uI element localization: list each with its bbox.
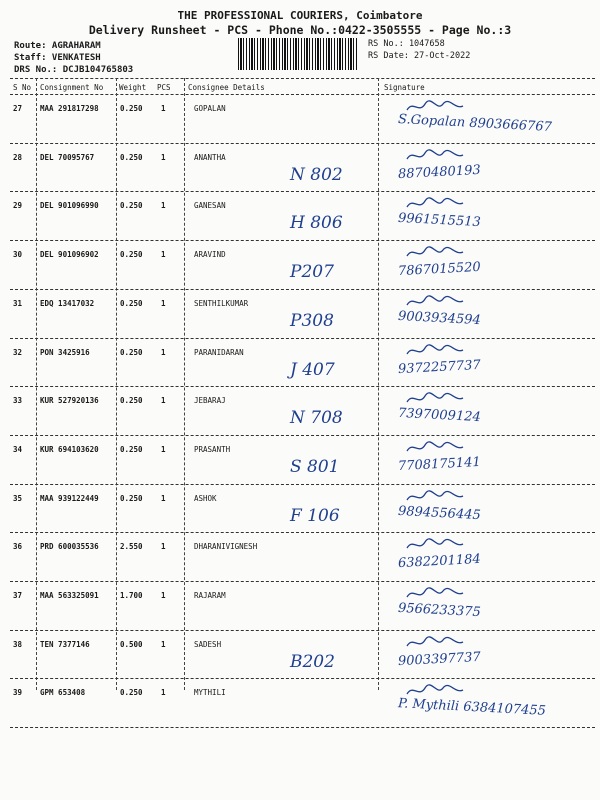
consignment-number: DEL 70095767 — [40, 152, 95, 162]
row-separator — [10, 678, 595, 679]
weight-value: 0.250 — [120, 688, 143, 698]
consignee-name: JEBARAJ — [194, 396, 226, 406]
handwritten-phone: 7708175141 — [397, 454, 482, 475]
signature-scribble — [405, 536, 465, 554]
consignment-number: GPM 653408 — [40, 688, 86, 698]
consignee-name: PRASANTH — [194, 444, 231, 454]
serial-number: 37 — [13, 591, 23, 600]
consignment-number: MAA 939122449 — [40, 493, 99, 503]
row-separator — [10, 338, 595, 339]
signature-scribble — [405, 390, 465, 408]
serial-number: 28 — [13, 152, 23, 162]
handwritten-phone: 9372257737 — [397, 357, 482, 377]
consignment-number: MAA 563325091 — [40, 591, 99, 600]
signature-scribble — [405, 634, 465, 652]
pcs-value: 1 — [161, 396, 166, 406]
runsheet-subtitle: Delivery Runsheet - PCS - Phone No.:0422-3505555 - Page No.:3 — [88, 23, 512, 37]
pcs-value: 1 — [161, 250, 166, 260]
column-divider — [36, 78, 37, 690]
signature-scribble — [405, 293, 465, 311]
signature-scribble — [405, 98, 465, 116]
signature-scribble — [405, 682, 465, 700]
weight-value: 0.250 — [120, 493, 143, 503]
handwritten-flat-number: J 407 — [290, 359, 335, 380]
weight-value: 0.250 — [120, 298, 143, 308]
pcs-value: 1 — [161, 104, 166, 113]
serial-number: 30 — [13, 250, 23, 260]
serial-number: 29 — [13, 201, 23, 211]
consignee-name: ARAVIND — [194, 250, 226, 260]
handwritten-phone: 9894556445 — [397, 503, 482, 523]
weight-value: 2.550 — [120, 542, 143, 552]
consignee-name: GOPALAN — [194, 104, 226, 113]
serial-number: 36 — [13, 542, 23, 552]
signature-scribble — [405, 195, 465, 213]
signature-scribble — [405, 439, 465, 457]
handwritten-phone: 9566233375 — [397, 600, 482, 621]
column-divider — [378, 78, 379, 690]
row-separator — [10, 581, 595, 582]
row-separator — [10, 630, 595, 631]
weight-value: 0.500 — [120, 639, 143, 649]
consignee-name: GANESAN — [194, 201, 226, 211]
col-pcs: PCS — [157, 83, 171, 92]
weight-value: 0.250 — [120, 250, 143, 260]
signature-scribble — [405, 488, 465, 506]
pcs-value: 1 — [161, 298, 166, 308]
serial-number: 27 — [13, 104, 23, 113]
handwritten-flat-number: N 708 — [290, 408, 343, 429]
serial-number: 31 — [13, 298, 23, 308]
weight-value: 0.250 — [120, 152, 143, 162]
serial-number: 38 — [13, 639, 23, 649]
table-top-rule — [10, 78, 595, 79]
row-separator — [10, 143, 595, 144]
consignment-number: TEN 7377146 — [40, 639, 90, 649]
handwritten-flat-number: H 806 — [290, 213, 343, 234]
handwritten-flat-number: F 106 — [290, 505, 340, 526]
consignment-number: DEL 901096990 — [40, 201, 99, 211]
consignment-number: PON 3425916 — [40, 347, 90, 357]
consignee-name: SADESH — [194, 639, 222, 649]
consignee-name: ANANTHA — [194, 152, 226, 162]
consignment-number: KUR 527920136 — [40, 396, 99, 406]
pcs-value: 1 — [161, 347, 166, 357]
consignee-name: DHARANIVIGNESH — [194, 542, 258, 552]
row-separator — [10, 240, 595, 241]
column-divider — [184, 78, 185, 690]
consignment-number: MAA 291817298 — [40, 104, 99, 113]
weight-value: 1.700 — [120, 591, 143, 600]
handwritten-phone: 9003934594 — [397, 308, 482, 328]
serial-number: 33 — [13, 396, 23, 406]
weight-value: 0.250 — [120, 201, 143, 211]
serial-number: 34 — [13, 444, 23, 454]
row-separator — [10, 484, 595, 485]
barcode — [238, 38, 358, 70]
row-separator — [10, 727, 595, 728]
serial-number: 39 — [13, 688, 23, 698]
row-separator — [10, 191, 595, 192]
consignment-number: DEL 901096902 — [40, 250, 99, 260]
consignment-number: KUR 694103620 — [40, 444, 99, 454]
handwritten-flat-number: S 801 — [290, 456, 340, 477]
handwritten-phone: 7397009124 — [397, 406, 482, 426]
signature-scribble — [405, 147, 465, 165]
col-consignment: Consignment No — [40, 83, 104, 92]
row-separator — [10, 532, 595, 533]
col-weight: Weight — [119, 83, 147, 92]
row-separator — [10, 435, 595, 436]
pcs-value: 1 — [161, 639, 166, 649]
handwritten-phone: 6382201184 — [397, 552, 482, 572]
weight-value: 0.250 — [120, 104, 143, 113]
handwritten-flat-number: N 802 — [290, 164, 343, 185]
route-label: Route: AGRAHARAM — [14, 41, 101, 51]
col-consignee: Consignee Details — [188, 83, 265, 92]
serial-number: 35 — [13, 493, 23, 503]
signature-scribble — [405, 244, 465, 262]
pcs-value: 1 — [161, 152, 166, 162]
consignee-name: MYTHILI — [194, 688, 226, 698]
col-sno: S No — [13, 83, 32, 92]
consignee-name: SENTHILKUMAR — [194, 298, 249, 308]
weight-value: 0.250 — [120, 444, 143, 454]
row-separator — [10, 386, 595, 387]
handwritten-flat-number: P308 — [290, 310, 334, 331]
row-separator — [10, 289, 595, 290]
handwritten-phone: 8870480193 — [397, 162, 482, 182]
drs-number: DRS No.: DCJB104765803 — [14, 65, 134, 75]
consignee-name: ASHOK — [194, 493, 217, 503]
weight-value: 0.250 — [120, 347, 143, 357]
pcs-value: 1 — [161, 542, 166, 552]
handwritten-phone: 9961515513 — [397, 211, 482, 231]
pcs-value: 1 — [161, 444, 166, 454]
col-signature: Signature — [384, 83, 425, 92]
serial-number: 32 — [13, 347, 23, 357]
table-header-rule — [10, 94, 595, 95]
signature-scribble — [405, 585, 465, 603]
handwritten-phone: S.Gopalan 8903666767 — [397, 111, 553, 136]
pcs-value: 1 — [161, 201, 166, 211]
consignment-number: EDQ 13417032 — [40, 298, 95, 308]
company-title: THE PROFESSIONAL COURIERS, Coimbatore — [177, 9, 423, 22]
signature-scribble — [405, 342, 465, 360]
consignee-name: PARANIDARAN — [194, 347, 244, 357]
pcs-value: 1 — [161, 688, 166, 698]
pcs-value: 1 — [161, 591, 166, 600]
rs-date: RS Date: 27-Oct-2022 — [368, 51, 471, 61]
consignment-number: PRD 600035536 — [40, 542, 99, 552]
handwritten-phone: 7867015520 — [397, 259, 482, 280]
handwritten-phone: P. Mythili 6384107455 — [397, 696, 547, 720]
consignee-name: RAJARAM — [194, 591, 226, 600]
weight-value: 0.250 — [120, 396, 143, 406]
handwritten-flat-number: B202 — [290, 651, 335, 672]
column-divider — [116, 78, 117, 690]
staff-label: Staff: VENKATESH — [14, 53, 101, 63]
rs-number: RS No.: 1047658 — [368, 39, 445, 49]
pcs-value: 1 — [161, 493, 166, 503]
handwritten-phone: 9003397737 — [397, 649, 482, 669]
handwritten-flat-number: P207 — [290, 262, 334, 283]
